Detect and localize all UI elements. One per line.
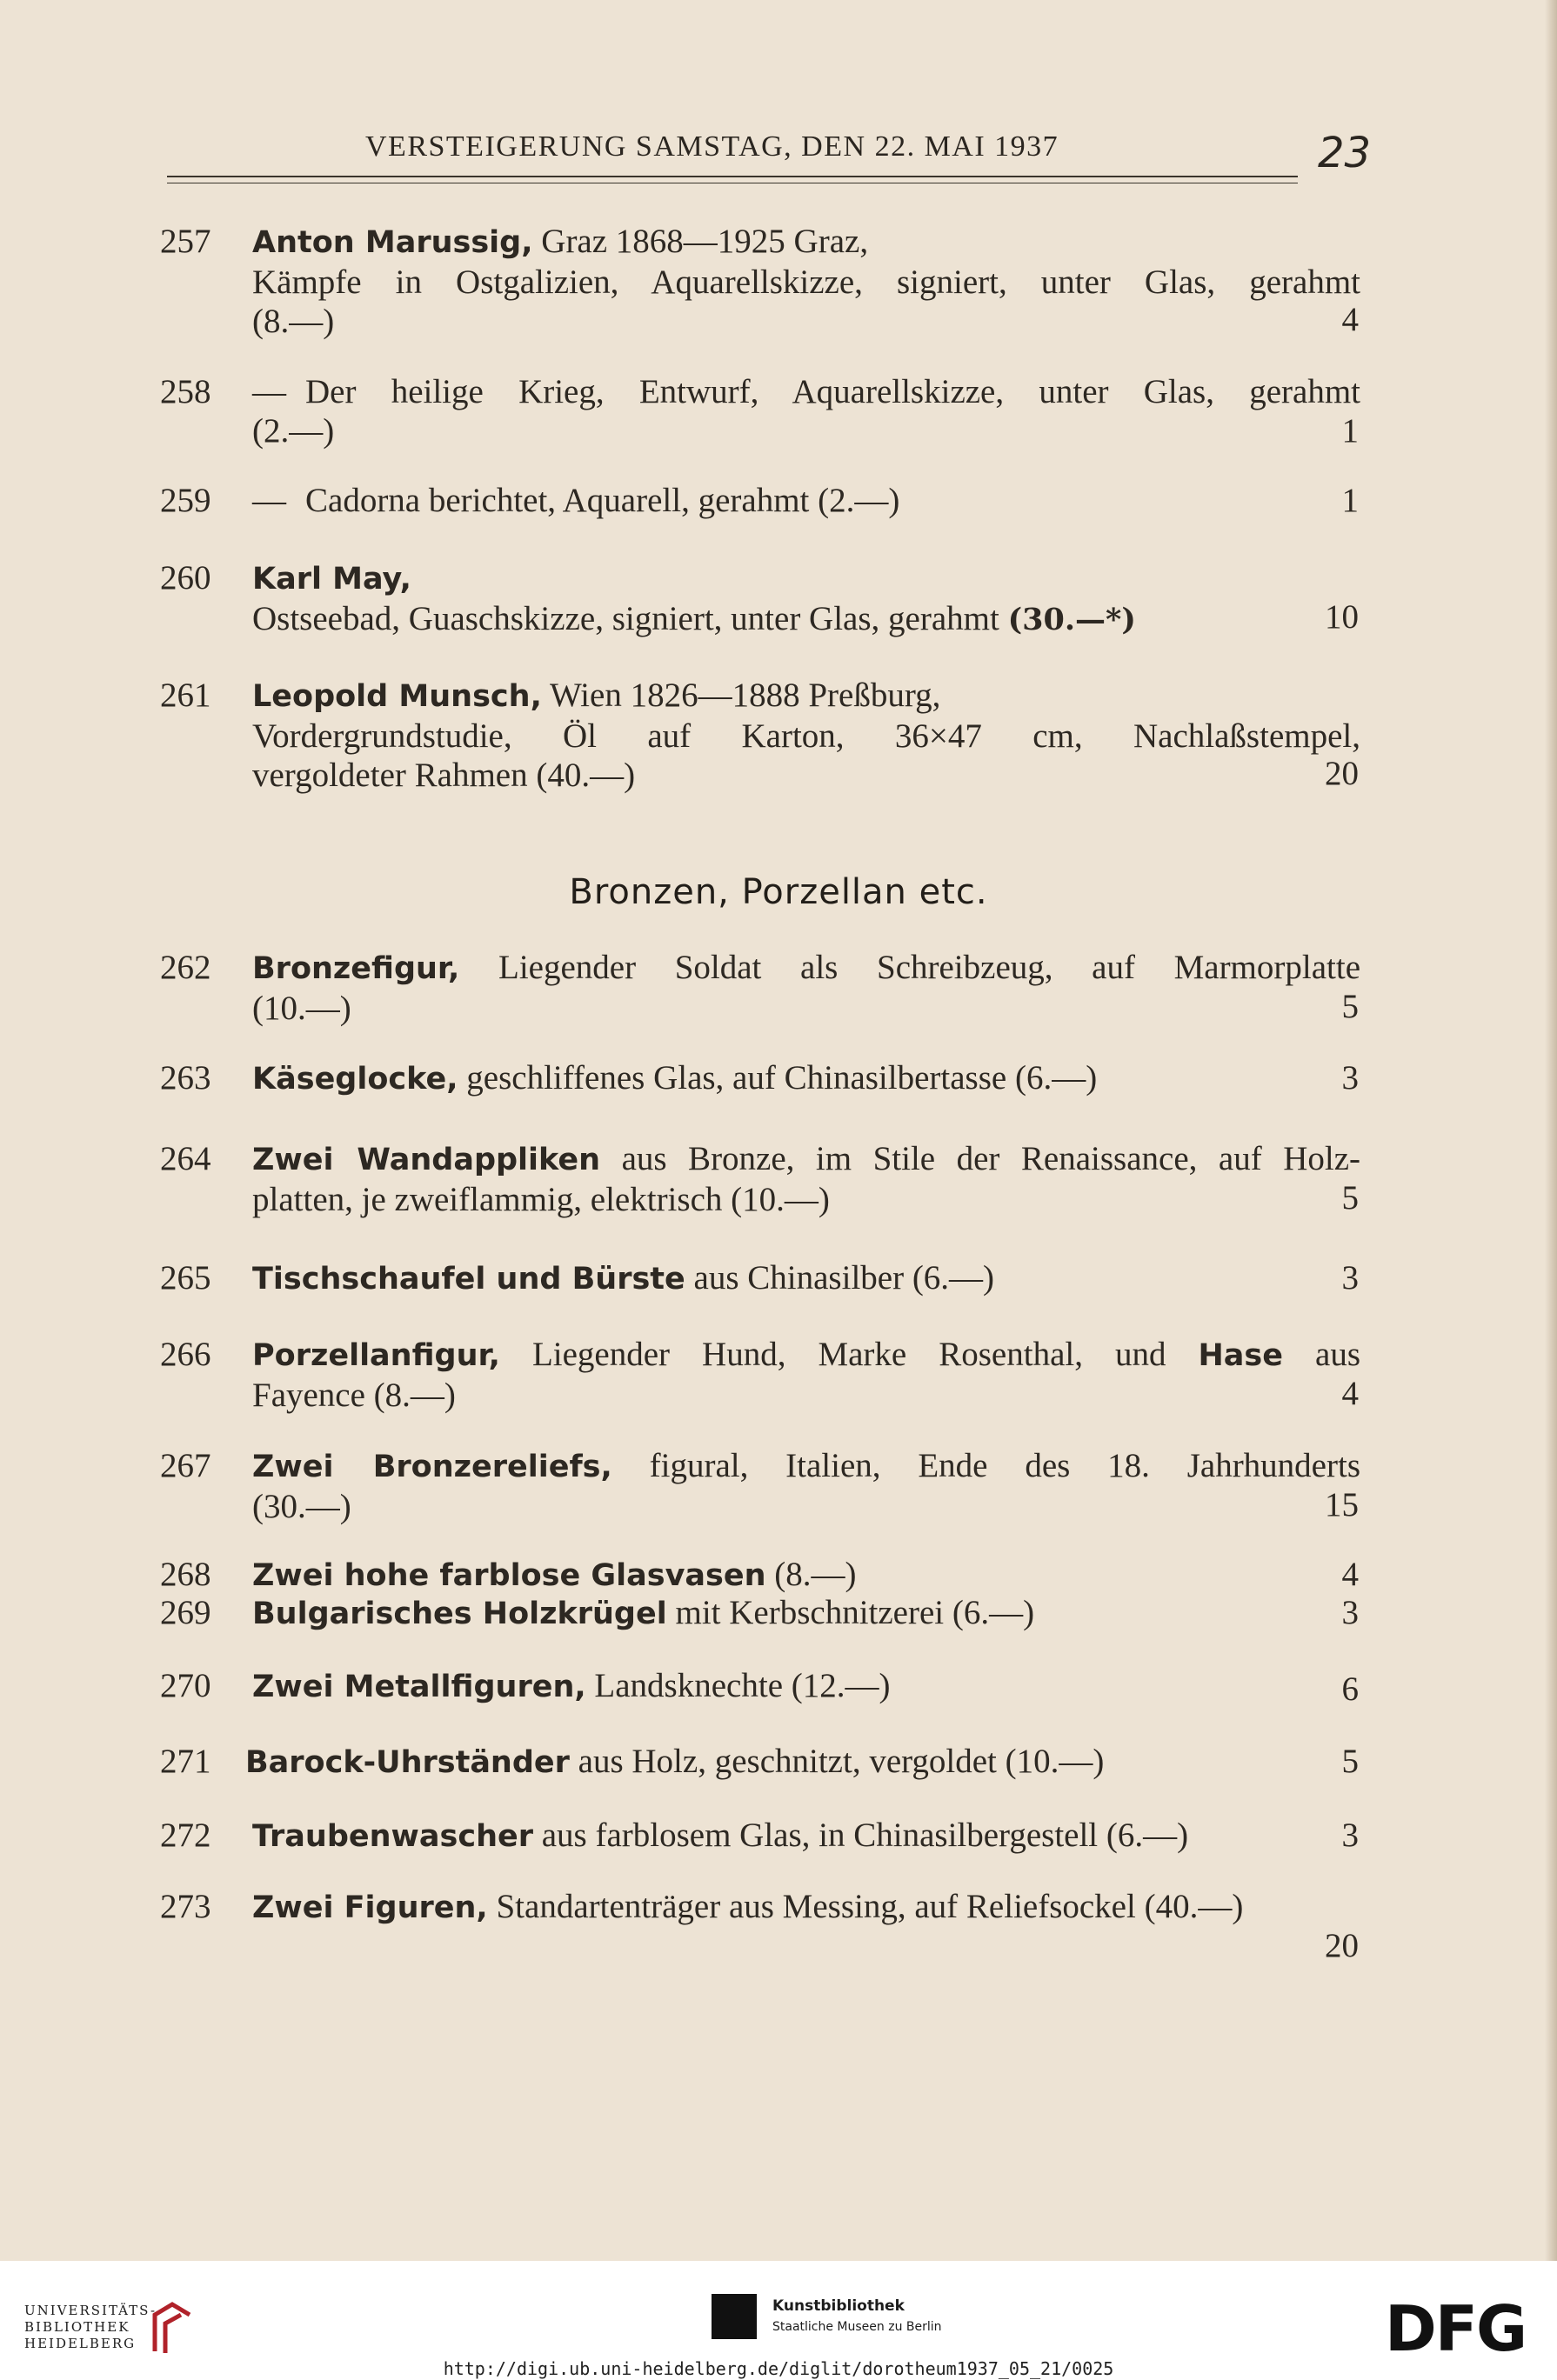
lot-description: aus Bronze, im Stile der Renaissance, auf Holz-	[621, 1140, 1361, 1177]
lot-number: 266	[160, 1336, 211, 1373]
lot-price: 1	[1341, 412, 1359, 450]
lot-number: 269	[160, 1594, 211, 1631]
lot-title: Zwei Bronzereliefs,	[252, 1450, 612, 1484]
lot-price: 4	[1341, 301, 1359, 338]
lot-title: Zwei Figuren,	[252, 1890, 488, 1925]
lot-description: (8.—)	[774, 1556, 857, 1593]
lot-title: Traubenwascher	[252, 1819, 533, 1854]
kunstbibliothek-icon	[712, 2294, 757, 2339]
header-rule	[167, 176, 1298, 177]
lot-number: 259	[160, 482, 211, 519]
lot-description: Fayence (8.—)	[252, 1377, 456, 1414]
lot-number: 258	[160, 373, 211, 410]
ub-heidelberg-logo[interactable]	[24, 2303, 157, 2352]
lot-description: Vordergrundstudie, Öl auf Karton, 36×47 cm, Nachlaßstempel,	[252, 717, 1360, 755]
lot-number: 265	[160, 1259, 211, 1297]
page-number: 23	[1318, 129, 1372, 177]
digitization-footer	[0, 2261, 1557, 2380]
lot-number: 272	[160, 1817, 211, 1854]
lot-title: Zwei hohe farblose Glasvasen	[252, 1558, 766, 1593]
kb-subtitle: Staatliche Museen zu Berlin	[772, 2320, 942, 2334]
lot-number: 263	[160, 1059, 211, 1097]
header-title: VERSTEIGERUNG SAMSTAG, DEN 22. MAI 1937	[365, 130, 1059, 163]
ditto-dash: —	[252, 482, 286, 519]
lot-title: Bronzefigur,	[252, 951, 460, 986]
lot-description: Cadorna berichtet, Aquarell, gerahmt (2.—)	[305, 482, 900, 519]
lot-estimate-bold: (30.—*)	[1007, 602, 1136, 637]
lot-title: Porzellanfigur,	[252, 1338, 500, 1373]
lot-description: geschliffenes Glas, auf Chinasilbertasse (6.—)	[466, 1059, 1098, 1097]
lot-title-secondary: Hase	[1198, 1338, 1283, 1373]
lot-number: 271	[160, 1743, 211, 1780]
lot-title: Leopold Munsch,	[252, 679, 542, 714]
library-line: UNIVERSITÄTS-	[24, 2303, 157, 2318]
lot-estimate: (8.—)	[252, 303, 335, 340]
lot-price: 3	[1341, 1594, 1359, 1631]
lot-price: 6	[1341, 1670, 1359, 1708]
lot-estimate: (2.—)	[252, 412, 335, 450]
lot-title: Barock-Uhrständer	[245, 1745, 570, 1780]
lot-number: 262	[160, 949, 211, 986]
ditto-dash: —	[252, 373, 286, 410]
lot-description: Ostseebad, Guaschskizze, signiert, unter Glas, gerahmt	[252, 600, 999, 637]
lot-description: aus Holz, geschnitzt, vergoldet (10.—)	[578, 1743, 1105, 1780]
lot-description: Graz 1868—1925 Graz,	[541, 223, 869, 260]
lot-price: 5	[1341, 1743, 1359, 1780]
library-line: BIBLIOTHEK	[24, 2319, 130, 2335]
lot-description: Der heilige Krieg, Entwurf, Aquarellskizze, unter Glas, gerahmt	[305, 373, 1360, 410]
lot-title: Karl May,	[252, 562, 411, 597]
lot-description: Standartenträger aus Messing, auf Reliefsockel (40.—)	[496, 1888, 1244, 1925]
permalink-url[interactable]: http://digi.ub.uni-heidelberg.de/diglit/dorotheum1937_05_21/0025	[443, 2358, 1114, 2379]
lot-description: vergoldeter Rahmen (40.—)	[252, 757, 636, 794]
lot-description: Landsknechte (12.—)	[594, 1667, 891, 1704]
dfg-logo[interactable]: DFG	[1385, 2292, 1527, 2365]
lot-number: 257	[160, 223, 211, 260]
lot-number: 261	[160, 677, 211, 714]
lot-description: mit Kerbschnitzerei (6.—)	[675, 1594, 1035, 1631]
lot-title: Anton Marussig,	[252, 225, 533, 260]
lot-description: aus farblosem Glas, in Chinasilbergestell (6.—)	[541, 1817, 1189, 1854]
lot-title: Zwei Metallfiguren,	[252, 1670, 586, 1704]
lot-price: 20	[1325, 1927, 1359, 1964]
library-line: HEIDELBERG	[24, 2336, 137, 2351]
lot-price: 4	[1341, 1375, 1359, 1412]
lot-estimate: (30.—)	[252, 1488, 351, 1525]
lot-title: Tischschaufel und Bürste	[252, 1262, 685, 1297]
lot-estimate: (10.—)	[252, 990, 351, 1027]
lot-number: 270	[160, 1667, 211, 1704]
kb-title: Kunstbibliothek	[772, 2297, 905, 2315]
lot-title: Zwei Wandappliken	[252, 1143, 601, 1177]
lot-price: 4	[1341, 1556, 1359, 1593]
lot-title: Käseglocke,	[252, 1062, 458, 1097]
lot-description: aus Chinasilber (6.—)	[693, 1259, 995, 1297]
section-heading: Bronzen, Porzellan etc.	[569, 872, 988, 912]
lot-price: 20	[1325, 755, 1359, 792]
lot-description: aus	[1315, 1336, 1361, 1373]
lot-number: 268	[160, 1556, 211, 1593]
lot-number: 273	[160, 1888, 211, 1925]
lot-number: 264	[160, 1140, 211, 1177]
lot-price: 15	[1325, 1486, 1359, 1523]
lot-description: platten, je zweiflammig, elektrisch (10.—)	[252, 1181, 830, 1218]
lot-description: Wien 1826—1888 Preßburg,	[549, 677, 941, 714]
running-header	[165, 129, 1372, 183]
lot-title: Bulgarisches Holzkrügel	[252, 1597, 667, 1631]
lot-number: 267	[160, 1447, 211, 1484]
lot-description: Liegender Soldat als Schreibzeug, auf Marmorplatte	[498, 949, 1361, 986]
lot-price: 3	[1341, 1817, 1359, 1854]
lot-description: Liegender Hund, Marke Rosenthal, und	[531, 1336, 1166, 1373]
lot-price: 10	[1325, 598, 1359, 636]
lot-price: 1	[1341, 482, 1359, 519]
lot-price: 3	[1341, 1259, 1359, 1297]
lot-price: 5	[1341, 1179, 1359, 1217]
page-edge-shadow	[1545, 0, 1557, 2261]
lot-price: 3	[1341, 1059, 1359, 1097]
lot-number: 260	[160, 559, 211, 597]
lot-description: Kämpfe in Ostgalizien, Aquarellskizze, signiert, unter Glas, gerahmt	[252, 263, 1360, 301]
lot-price: 5	[1341, 988, 1359, 1025]
lot-description: figural, Italien, Ende des 18. Jahrhunderts	[649, 1447, 1360, 1484]
ub-emblem-icon	[146, 2299, 198, 2360]
